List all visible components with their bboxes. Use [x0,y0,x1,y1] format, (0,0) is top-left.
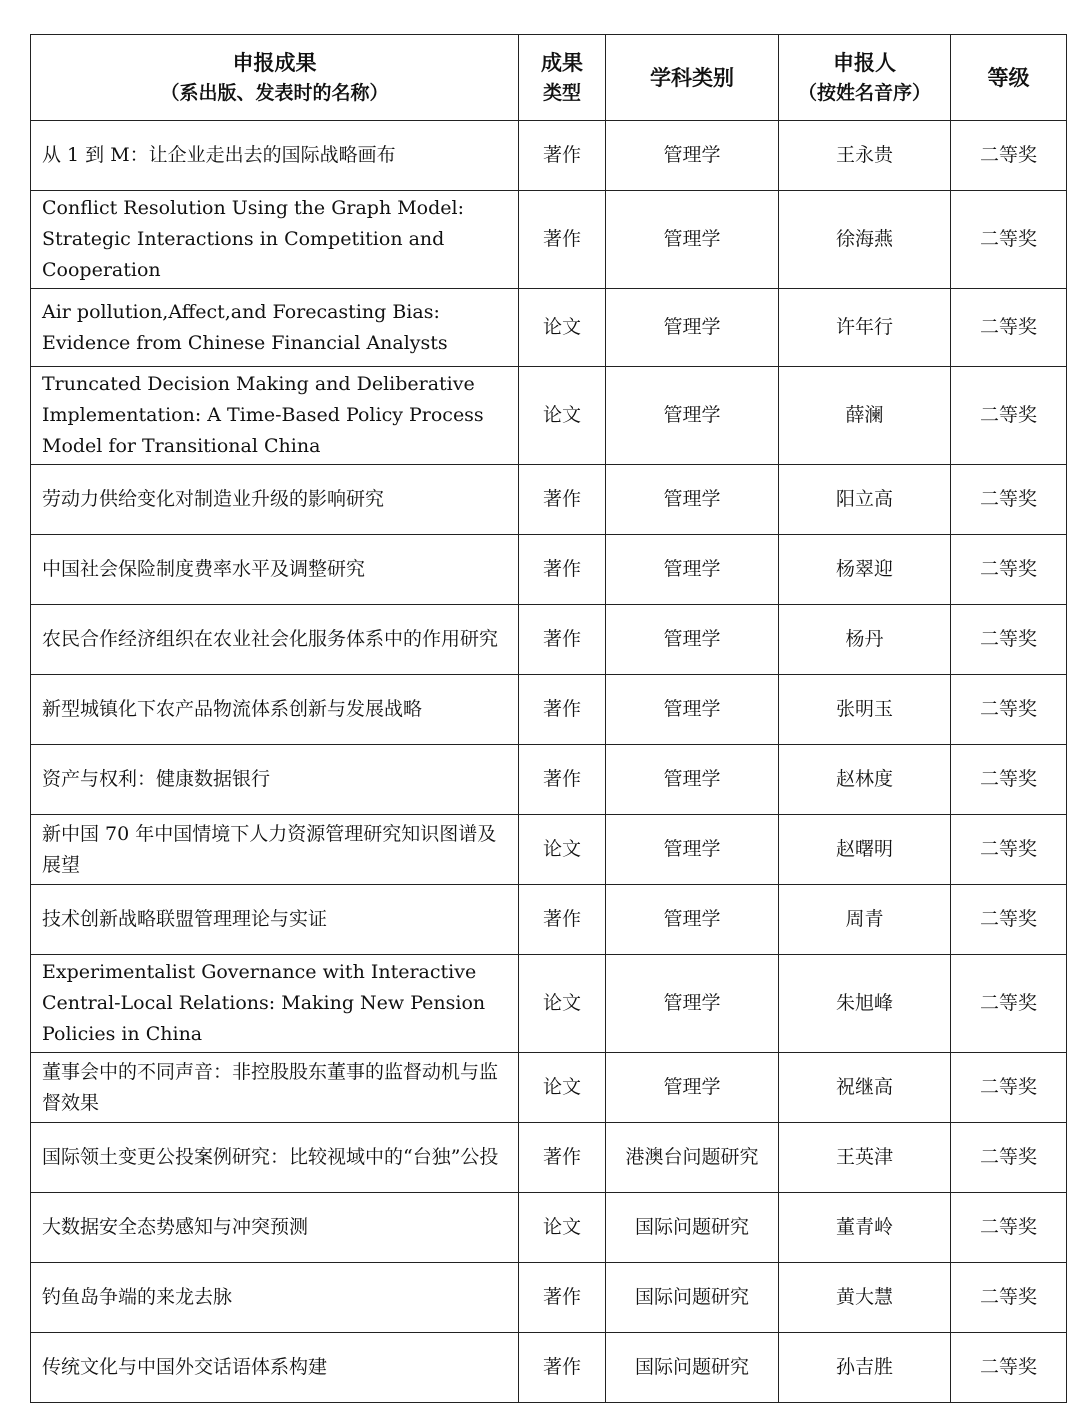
achievement-title: 钓鱼岛争端的来龙去脉 [31,1263,519,1333]
table-row [31,1193,1067,1263]
header-main: 学科类别 [650,65,734,90]
applicant-name: 阳立高 [779,465,951,535]
achievement-type: 著作 [519,745,606,815]
table-body [31,121,1067,1403]
applicant-name: 徐海燕 [779,191,951,289]
discipline: 管理学 [606,289,779,367]
achievement-title: 国际领土变更公投案例研究：比较视域中的“台独”公投 [31,1123,519,1193]
discipline: 管理学 [606,885,779,955]
award-grade: 二等奖 [951,1333,1067,1403]
achievement-title: 技术创新战略联盟管理理论与实证 [31,885,519,955]
discipline: 管理学 [606,121,779,191]
achievement-title: Experimentalist Governance with Interactive Central-Local Relations: Making New Pension Policies in China [31,955,519,1053]
header-sub: （系出版、发表时的名称） [160,81,389,104]
table-row [31,675,1067,745]
award-grade: 二等奖 [951,1053,1067,1123]
award-grade: 二等奖 [951,745,1067,815]
applicant-name: 祝继高 [779,1053,951,1123]
table-row [31,121,1067,191]
discipline: 港澳台问题研究 [606,1123,779,1193]
table-row [31,745,1067,815]
applicant-name: 赵林度 [779,745,951,815]
table-row [31,1263,1067,1333]
achievement-title: 董事会中的不同声音：非控股股东董事的监督动机与监督效果 [31,1053,519,1123]
achievement-type: 著作 [519,1333,606,1403]
achievement-type: 著作 [519,535,606,605]
applicant-name: 朱旭峰 [779,955,951,1053]
achievement-title: 从 1 到 M：让企业走出去的国际战略画布 [31,121,519,191]
achievement-type: 著作 [519,605,606,675]
award-grade: 二等奖 [951,121,1067,191]
award-grade: 二等奖 [951,1263,1067,1333]
achievement-title: Air pollution,Affect,and Forecasting Bias: Evidence from Chinese Financial Analysts [31,289,519,367]
achievement-title: 农民合作经济组织在农业社会化服务体系中的作用研究 [31,605,519,675]
header-applicant [779,35,951,121]
discipline: 国际问题研究 [606,1333,779,1403]
achievement-type: 著作 [519,1263,606,1333]
award-grade: 二等奖 [951,191,1067,289]
discipline: 管理学 [606,367,779,465]
achievement-title: 大数据安全态势感知与冲突预测 [31,1193,519,1263]
achievement-title: 劳动力供给变化对制造业升级的影响研究 [31,465,519,535]
applicant-name: 王永贵 [779,121,951,191]
table-header [31,35,1067,121]
header-sub: 类型 [542,81,581,104]
applicant-name: 张明玉 [779,675,951,745]
achievement-title: Truncated Decision Making and Deliberative Implementation: A Time-Based Policy Process Model for Transitional China [31,367,519,465]
header-row [31,35,1067,121]
achievement-type: 著作 [519,465,606,535]
discipline: 管理学 [606,745,779,815]
awards-table [30,34,1067,1403]
table-row [31,885,1067,955]
achievement-type: 著作 [519,885,606,955]
award-grade: 二等奖 [951,1193,1067,1263]
discipline: 管理学 [606,535,779,605]
achievement-type: 著作 [519,121,606,191]
achievement-title: 新中国 70 年中国情境下人力资源管理研究知识图谱及展望 [31,815,519,885]
table-row [31,605,1067,675]
applicant-name: 黄大慧 [779,1263,951,1333]
discipline: 国际问题研究 [606,1193,779,1263]
award-grade: 二等奖 [951,605,1067,675]
achievement-type: 著作 [519,191,606,289]
award-grade: 二等奖 [951,955,1067,1053]
table-row [31,955,1067,1053]
discipline: 管理学 [606,191,779,289]
discipline: 管理学 [606,955,779,1053]
achievement-type: 论文 [519,289,606,367]
applicant-name: 王英津 [779,1123,951,1193]
achievement-title: Conflict Resolution Using the Graph Model: Strategic Interactions in Competition and Cooperation [31,191,519,289]
achievement-type: 论文 [519,1053,606,1123]
achievement-type: 论文 [519,815,606,885]
header-sub: （按姓名音序） [797,81,931,104]
header-grade [951,35,1067,121]
achievement-type: 著作 [519,1123,606,1193]
table-row [31,465,1067,535]
applicant-name: 孙吉胜 [779,1333,951,1403]
table-row [31,1123,1067,1193]
award-grade: 二等奖 [951,535,1067,605]
applicant-name: 杨翠迎 [779,535,951,605]
header-type [519,35,606,121]
award-grade: 二等奖 [951,815,1067,885]
table-row [31,535,1067,605]
award-grade: 二等奖 [951,1123,1067,1193]
discipline: 管理学 [606,605,779,675]
applicant-name: 周青 [779,885,951,955]
award-grade: 二等奖 [951,465,1067,535]
header-discipline [606,35,779,121]
header-main: 成果 [541,50,583,75]
discipline: 管理学 [606,1053,779,1123]
table-row [31,815,1067,885]
header-main: 申报人 [833,50,896,75]
applicant-name: 杨丹 [779,605,951,675]
achievement-type: 论文 [519,367,606,465]
achievement-type: 著作 [519,675,606,745]
header-main: 等级 [987,65,1030,90]
table-row [31,367,1067,465]
discipline: 管理学 [606,465,779,535]
applicant-name: 董青岭 [779,1193,951,1263]
table-row [31,191,1067,289]
discipline: 管理学 [606,675,779,745]
discipline: 管理学 [606,815,779,885]
award-grade: 二等奖 [951,367,1067,465]
table-row [31,289,1067,367]
achievement-title: 传统文化与中国外交话语体系构建 [31,1333,519,1403]
header-main: 申报成果 [232,50,317,75]
achievement-type: 论文 [519,955,606,1053]
achievement-title: 新型城镇化下农产品物流体系创新与发展战略 [31,675,519,745]
table-row [31,1333,1067,1403]
applicant-name: 赵曙明 [779,815,951,885]
award-grade: 二等奖 [951,885,1067,955]
discipline: 国际问题研究 [606,1263,779,1333]
achievement-type: 论文 [519,1193,606,1263]
applicant-name: 薛澜 [779,367,951,465]
award-grade: 二等奖 [951,289,1067,367]
award-grade: 二等奖 [951,675,1067,745]
achievement-title: 资产与权利：健康数据银行 [31,745,519,815]
applicant-name: 许年行 [779,289,951,367]
header-achievement [31,35,519,121]
table-row [31,1053,1067,1123]
achievement-title: 中国社会保险制度费率水平及调整研究 [31,535,519,605]
